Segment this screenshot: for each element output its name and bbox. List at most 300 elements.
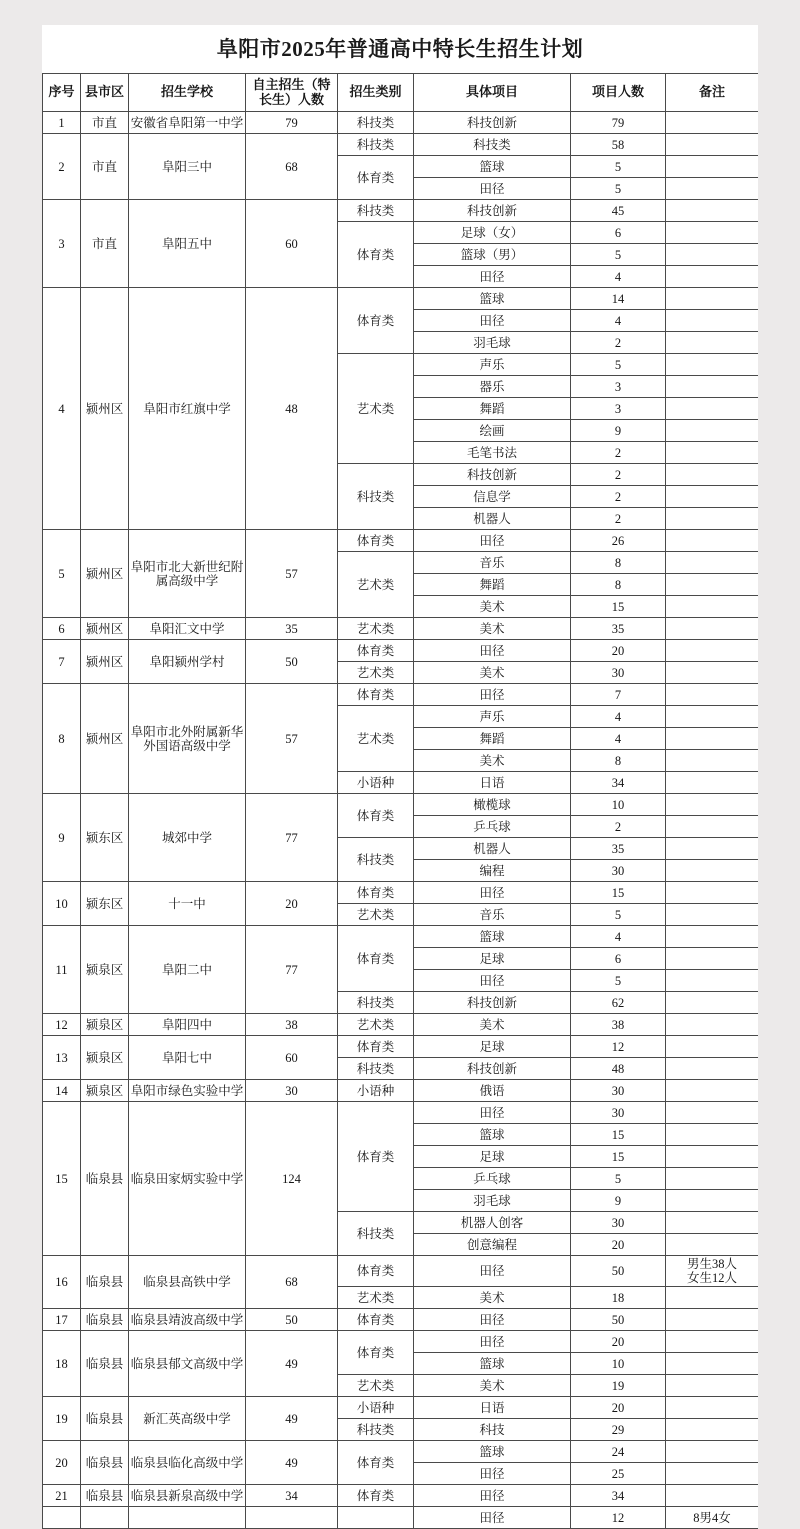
cell-school: 阜阳颍州学村 [129, 640, 246, 684]
cell-item: 编程 [414, 860, 571, 882]
cell-serial: 3 [43, 200, 81, 288]
cell-remark [666, 1309, 759, 1331]
cell-remark [666, 838, 759, 860]
cell-item: 田径 [414, 266, 571, 288]
cell-item: 舞蹈 [414, 398, 571, 420]
cell-item: 乒乓球 [414, 1168, 571, 1190]
cell-item: 声乐 [414, 706, 571, 728]
cell-remark [666, 1375, 759, 1397]
cell-remark [666, 112, 759, 134]
cell-school: 新汇英高级中学 [129, 1397, 246, 1441]
cell-region: 颍州区 [81, 530, 129, 618]
cell-remark [666, 750, 759, 772]
cell-remark [666, 1146, 759, 1168]
cell-category: 艺术类 [338, 662, 414, 684]
cell-remark [666, 684, 759, 706]
cell-item: 田径 [414, 1256, 571, 1287]
cell-count: 20 [571, 1397, 666, 1419]
column-header-school: 招生学校 [129, 74, 246, 112]
cell-serial: 18 [43, 1331, 81, 1397]
cell-count: 5 [571, 178, 666, 200]
cell-count: 6 [571, 222, 666, 244]
cell-remark [666, 156, 759, 178]
cell-serial: 7 [43, 640, 81, 684]
cell-remark [666, 1287, 759, 1309]
cell-count: 20 [571, 640, 666, 662]
column-header-serial: 序号 [43, 74, 81, 112]
cell-category: 科技类 [338, 1058, 414, 1080]
cell-count: 4 [571, 728, 666, 750]
cell-school: 阜阳五中 [129, 200, 246, 288]
cell-remark [666, 354, 759, 376]
cell-remark [666, 1058, 759, 1080]
table-row[interactable] [43, 1036, 759, 1058]
cell-count: 2 [571, 464, 666, 486]
table-row[interactable] [43, 200, 759, 222]
cell-count: 24 [571, 1441, 666, 1463]
cell-school: 临泉县新泉高级中学 [129, 1485, 246, 1507]
cell-count: 9 [571, 1190, 666, 1212]
cell-category: 艺术类 [338, 1014, 414, 1036]
cell-region: 市直 [81, 200, 129, 288]
cell-region: 临泉县 [81, 1256, 129, 1309]
table-row[interactable] [43, 640, 759, 662]
cell-count: 6 [571, 948, 666, 970]
cell-quota: 34 [246, 1485, 338, 1507]
page-title: 阜阳市2025年普通高中特长生招生计划 [216, 37, 584, 61]
cell-school [129, 1507, 246, 1529]
cell-item: 机器人 [414, 508, 571, 530]
cell-school: 阜阳二中 [129, 926, 246, 1014]
cell-remark [666, 706, 759, 728]
cell-count: 4 [571, 706, 666, 728]
cell-remark [666, 1014, 759, 1036]
cell-remark [666, 508, 759, 530]
table-row[interactable] [43, 684, 759, 706]
cell-item: 美术 [414, 618, 571, 640]
cell-item: 美术 [414, 750, 571, 772]
cell-serial: 20 [43, 1441, 81, 1485]
table-row[interactable] [43, 1331, 759, 1353]
cell-item: 田径 [414, 530, 571, 552]
cell-region: 颍东区 [81, 882, 129, 926]
cell-school: 临泉田家炳实验中学 [129, 1102, 246, 1256]
cell-quota: 49 [246, 1441, 338, 1485]
cell-remark [666, 1234, 759, 1256]
table-row[interactable] [43, 926, 759, 948]
cell-category: 体育类 [338, 1102, 414, 1212]
cell-count: 2 [571, 508, 666, 530]
table-row[interactable] [43, 1102, 759, 1124]
cell-item: 足球 [414, 948, 571, 970]
cell-item: 篮球 [414, 926, 571, 948]
table-row[interactable] [43, 1397, 759, 1419]
cell-item: 篮球（男） [414, 244, 571, 266]
cell-count: 15 [571, 1124, 666, 1146]
cell-item: 羽毛球 [414, 332, 571, 354]
table-row[interactable] [43, 1485, 759, 1507]
cell-region: 颍泉区 [81, 1080, 129, 1102]
cell-item: 科技创新 [414, 1058, 571, 1080]
table-row[interactable] [43, 1309, 759, 1331]
cell-school: 阜阳三中 [129, 134, 246, 200]
cell-item: 田径 [414, 310, 571, 332]
cell-remark [666, 794, 759, 816]
cell-remark [666, 882, 759, 904]
cell-school: 城郊中学 [129, 794, 246, 882]
cell-category: 小语种 [338, 1080, 414, 1102]
table-body [43, 112, 759, 1529]
cell-serial: 11 [43, 926, 81, 1014]
table-row[interactable] [43, 1080, 759, 1102]
cell-item: 田径 [414, 1309, 571, 1331]
cell-quota: 124 [246, 1102, 338, 1256]
cell-item: 田径 [414, 1331, 571, 1353]
cell-count: 30 [571, 860, 666, 882]
cell-count: 50 [571, 1256, 666, 1287]
cell-item: 音乐 [414, 904, 571, 926]
cell-serial [43, 1507, 81, 1529]
cell-remark [666, 244, 759, 266]
cell-count: 26 [571, 530, 666, 552]
cell-quota: 50 [246, 640, 338, 684]
cell-remark [666, 772, 759, 794]
cell-count: 4 [571, 310, 666, 332]
cell-remark [666, 662, 759, 684]
cell-remark [666, 1102, 759, 1124]
cell-item: 科技创新 [414, 464, 571, 486]
cell-count: 12 [571, 1507, 666, 1529]
cell-item: 科技创新 [414, 992, 571, 1014]
cell-item: 科技创新 [414, 200, 571, 222]
cell-count: 14 [571, 288, 666, 310]
cell-category: 科技类 [338, 112, 414, 134]
table-row[interactable] [43, 288, 759, 310]
cell-category: 艺术类 [338, 552, 414, 618]
cell-count: 2 [571, 332, 666, 354]
cell-remark [666, 398, 759, 420]
cell-category: 体育类 [338, 1309, 414, 1331]
cell-remark [666, 1212, 759, 1234]
cell-remark [666, 552, 759, 574]
cell-item: 羽毛球 [414, 1190, 571, 1212]
cell-count: 5 [571, 354, 666, 376]
cell-category: 体育类 [338, 1256, 414, 1287]
table-row[interactable] [43, 112, 759, 134]
cell-count: 79 [571, 112, 666, 134]
cell-item: 篮球 [414, 288, 571, 310]
cell-region [81, 1507, 129, 1529]
cell-item: 器乐 [414, 376, 571, 398]
cell-count: 45 [571, 200, 666, 222]
cell-serial: 17 [43, 1309, 81, 1331]
cell-remark [666, 728, 759, 750]
cell-item: 篮球 [414, 156, 571, 178]
cell-item: 足球 [414, 1036, 571, 1058]
cell-remark [666, 288, 759, 310]
cell-count: 4 [571, 266, 666, 288]
cell-category: 小语种 [338, 772, 414, 794]
column-header-region: 县市区 [81, 74, 129, 112]
cell-category: 科技类 [338, 464, 414, 530]
cell-remark [666, 640, 759, 662]
cell-quota: 68 [246, 1256, 338, 1309]
cell-remark: 男生38人 女生12人 [666, 1256, 759, 1287]
cell-school: 阜阳市北大新世纪附属高级中学 [129, 530, 246, 618]
cell-remark [666, 178, 759, 200]
cell-count: 19 [571, 1375, 666, 1397]
cell-item: 美术 [414, 662, 571, 684]
cell-school: 安徽省阜阳第一中学 [129, 112, 246, 134]
cell-remark [666, 970, 759, 992]
cell-item: 舞蹈 [414, 574, 571, 596]
cell-count: 5 [571, 156, 666, 178]
cell-count: 20 [571, 1234, 666, 1256]
cell-region: 颍泉区 [81, 1036, 129, 1080]
cell-count: 2 [571, 816, 666, 838]
cell-count: 35 [571, 618, 666, 640]
cell-count: 12 [571, 1036, 666, 1058]
cell-school: 临泉县高铁中学 [129, 1256, 246, 1309]
cell-serial: 12 [43, 1014, 81, 1036]
cell-item: 音乐 [414, 552, 571, 574]
cell-item: 篮球 [414, 1353, 571, 1375]
cell-category: 艺术类 [338, 904, 414, 926]
cell-category: 艺术类 [338, 1375, 414, 1397]
cell-serial: 4 [43, 288, 81, 530]
cell-remark [666, 1036, 759, 1058]
cell-category: 体育类 [338, 1485, 414, 1507]
table-row[interactable] [43, 1014, 759, 1036]
cell-item: 俄语 [414, 1080, 571, 1102]
cell-serial: 2 [43, 134, 81, 200]
cell-item: 美术 [414, 1287, 571, 1309]
cell-count: 2 [571, 442, 666, 464]
cell-category: 艺术类 [338, 706, 414, 772]
cell-item: 田径 [414, 1507, 571, 1529]
cell-item: 田径 [414, 1102, 571, 1124]
cell-item: 篮球 [414, 1124, 571, 1146]
cell-category: 科技类 [338, 1212, 414, 1256]
cell-quota: 20 [246, 882, 338, 926]
cell-remark [666, 904, 759, 926]
cell-region: 临泉县 [81, 1441, 129, 1485]
cell-item: 科技 [414, 1419, 571, 1441]
cell-serial: 19 [43, 1397, 81, 1441]
cell-item: 足球（女） [414, 222, 571, 244]
cell-region: 颍泉区 [81, 1014, 129, 1036]
cell-remark [666, 926, 759, 948]
cell-remark [666, 992, 759, 1014]
cell-serial: 16 [43, 1256, 81, 1309]
cell-count: 18 [571, 1287, 666, 1309]
table-row[interactable] [43, 1256, 759, 1287]
cell-remark [666, 1080, 759, 1102]
cell-region: 颍泉区 [81, 926, 129, 1014]
cell-remark [666, 134, 759, 156]
cell-category: 体育类 [338, 1331, 414, 1375]
cell-item: 日语 [414, 1397, 571, 1419]
cell-region: 颍州区 [81, 618, 129, 640]
cell-item: 美术 [414, 596, 571, 618]
cell-count: 30 [571, 1102, 666, 1124]
cell-remark [666, 1419, 759, 1441]
cell-remark [666, 1353, 759, 1375]
cell-remark [666, 486, 759, 508]
cell-item: 机器人创客 [414, 1212, 571, 1234]
cell-count: 35 [571, 838, 666, 860]
cell-category: 体育类 [338, 156, 414, 200]
cell-region: 市直 [81, 112, 129, 134]
table-row[interactable] [43, 882, 759, 904]
cell-remark [666, 1485, 759, 1507]
cell-count: 5 [571, 970, 666, 992]
cell-count: 29 [571, 1419, 666, 1441]
cell-item: 日语 [414, 772, 571, 794]
cell-serial: 1 [43, 112, 81, 134]
cell-count: 34 [571, 772, 666, 794]
cell-count: 15 [571, 596, 666, 618]
cell-quota: 68 [246, 134, 338, 200]
cell-category: 体育类 [338, 926, 414, 992]
cell-school: 临泉县靖波高级中学 [129, 1309, 246, 1331]
cell-count: 30 [571, 1080, 666, 1102]
cell-item: 美术 [414, 1014, 571, 1036]
cell-serial: 21 [43, 1485, 81, 1507]
cell-remark [666, 596, 759, 618]
cell-count: 9 [571, 420, 666, 442]
cell-category: 科技类 [338, 838, 414, 882]
cell-remark [666, 574, 759, 596]
cell-school: 阜阳汇文中学 [129, 618, 246, 640]
cell-item: 田径 [414, 640, 571, 662]
cell-serial: 6 [43, 618, 81, 640]
cell-count: 15 [571, 882, 666, 904]
cell-item: 田径 [414, 1463, 571, 1485]
document-card [42, 25, 758, 1529]
cell-count: 10 [571, 794, 666, 816]
cell-item: 毛笔书法 [414, 442, 571, 464]
cell-quota: 77 [246, 794, 338, 882]
table-row[interactable] [43, 1441, 759, 1463]
cell-remark [666, 1168, 759, 1190]
cell-remark [666, 1331, 759, 1353]
cell-item: 篮球 [414, 1441, 571, 1463]
cell-remark [666, 266, 759, 288]
cell-remark [666, 948, 759, 970]
cell-count: 5 [571, 244, 666, 266]
admission-plan-table [42, 73, 758, 1529]
cell-count: 48 [571, 1058, 666, 1080]
cell-serial: 15 [43, 1102, 81, 1256]
cell-category: 体育类 [338, 222, 414, 288]
cell-serial: 14 [43, 1080, 81, 1102]
cell-item: 声乐 [414, 354, 571, 376]
cell-school: 十一中 [129, 882, 246, 926]
cell-school: 阜阳市北外附属新华外国语高级中学 [129, 684, 246, 794]
cell-item: 足球 [414, 1146, 571, 1168]
cell-school: 临泉县临化高级中学 [129, 1441, 246, 1485]
cell-remark [666, 860, 759, 882]
table-row[interactable] [43, 618, 759, 640]
cell-remark [666, 1124, 759, 1146]
cell-count: 25 [571, 1463, 666, 1485]
cell-quota: 79 [246, 112, 338, 134]
cell-count: 4 [571, 926, 666, 948]
cell-remark [666, 618, 759, 640]
cell-remark [666, 420, 759, 442]
column-header-item: 具体项目 [414, 74, 571, 112]
cell-quota [246, 1507, 338, 1529]
cell-count: 38 [571, 1014, 666, 1036]
cell-category: 艺术类 [338, 618, 414, 640]
cell-count: 3 [571, 398, 666, 420]
cell-remark [666, 1441, 759, 1463]
cell-quota: 60 [246, 1036, 338, 1080]
cell-item: 创意编程 [414, 1234, 571, 1256]
cell-region: 颍东区 [81, 794, 129, 882]
table-row[interactable] [43, 1507, 759, 1529]
cell-remark [666, 200, 759, 222]
table-header [43, 74, 759, 112]
cell-quota: 49 [246, 1331, 338, 1397]
cell-category: 科技类 [338, 1419, 414, 1441]
cell-serial: 8 [43, 684, 81, 794]
cell-category [338, 1507, 414, 1529]
table-row[interactable] [43, 134, 759, 156]
cell-count: 8 [571, 552, 666, 574]
cell-remark [666, 1463, 759, 1485]
cell-count: 10 [571, 1353, 666, 1375]
cell-quota: 48 [246, 288, 338, 530]
cell-category: 体育类 [338, 1441, 414, 1485]
cell-category: 科技类 [338, 200, 414, 222]
cell-count: 8 [571, 750, 666, 772]
cell-category: 艺术类 [338, 1287, 414, 1309]
cell-count: 30 [571, 1212, 666, 1234]
cell-category: 科技类 [338, 134, 414, 156]
column-header-count: 项目人数 [571, 74, 666, 112]
cell-item: 科技类 [414, 134, 571, 156]
table-row[interactable] [43, 794, 759, 816]
cell-item: 田径 [414, 970, 571, 992]
cell-category: 体育类 [338, 684, 414, 706]
cell-quota: 49 [246, 1397, 338, 1441]
cell-region: 颍州区 [81, 684, 129, 794]
cell-category: 体育类 [338, 288, 414, 354]
cell-remark [666, 816, 759, 838]
cell-region: 颍州区 [81, 288, 129, 530]
cell-count: 5 [571, 904, 666, 926]
cell-remark [666, 222, 759, 244]
cell-category: 科技类 [338, 992, 414, 1014]
cell-remark [666, 376, 759, 398]
cell-remark [666, 464, 759, 486]
table-row[interactable] [43, 530, 759, 552]
cell-region: 市直 [81, 134, 129, 200]
cell-count: 58 [571, 134, 666, 156]
cell-count: 5 [571, 1168, 666, 1190]
cell-category: 小语种 [338, 1397, 414, 1419]
cell-count: 30 [571, 662, 666, 684]
cell-count: 62 [571, 992, 666, 1014]
cell-school: 阜阳市绿色实验中学 [129, 1080, 246, 1102]
cell-quota: 35 [246, 618, 338, 640]
cell-remark [666, 530, 759, 552]
cell-quota: 57 [246, 684, 338, 794]
cell-region: 临泉县 [81, 1309, 129, 1331]
cell-remark: 8男4女 [666, 1507, 759, 1529]
